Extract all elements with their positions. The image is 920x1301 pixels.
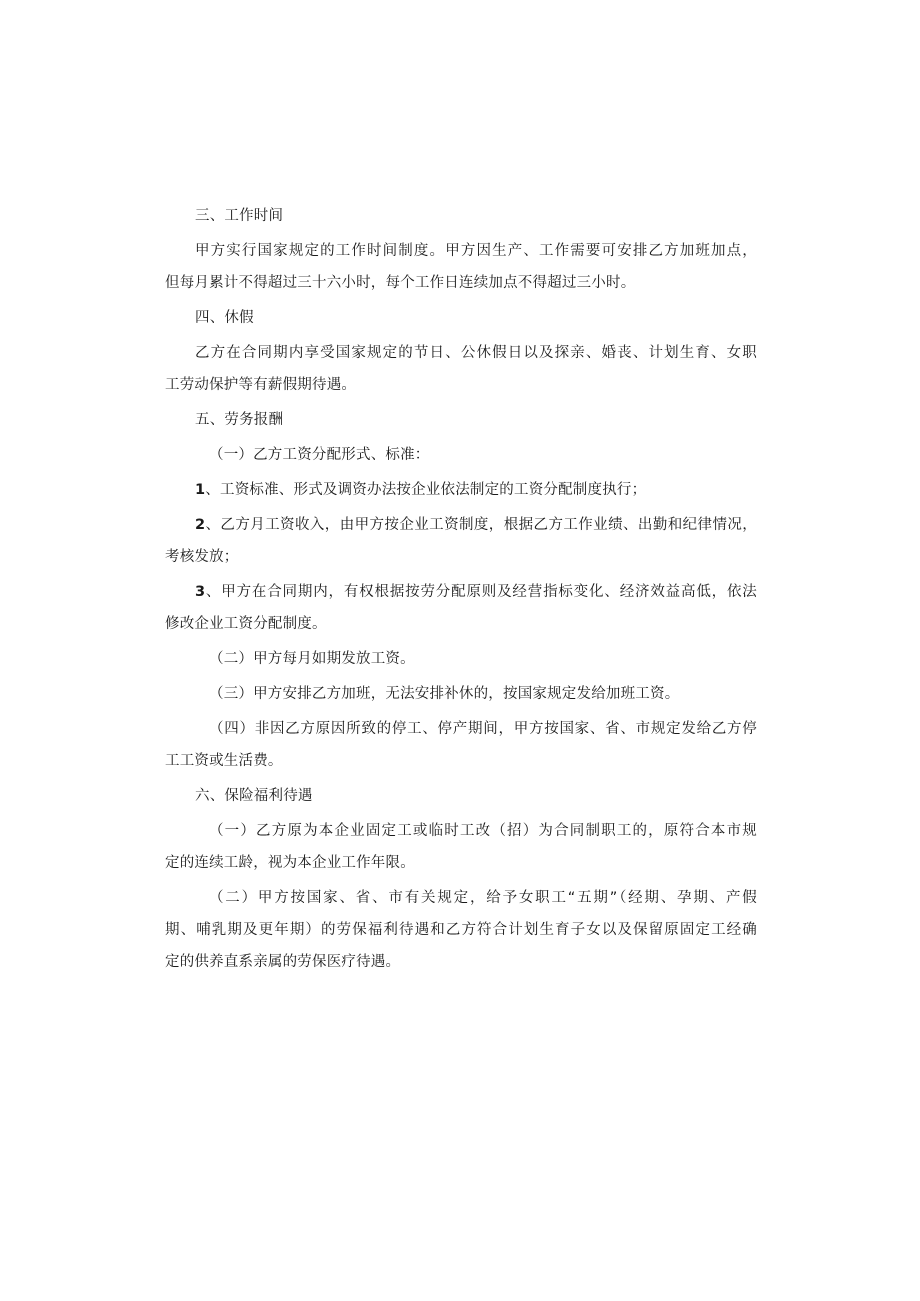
section-heading: 六、保险福利待遇 — [195, 788, 313, 804]
contract-body — [165, 200, 757, 981]
item-text: 、工资标准、形式及调资办法按企业依法制定的工资分配制度执行； — [205, 482, 647, 498]
section-remuneration — [165, 404, 757, 436]
sub-clause-line: （四）非因乙方原因所致的停工、停产期间，甲方按国家、省、市规定发给乙方停 — [209, 721, 757, 737]
section-insurance-benefits — [165, 780, 757, 812]
paragraph-line: 但每月累计不得超过三十六小时，每个工作日连续加点不得超过三小时。 — [165, 275, 636, 291]
sub-clause-line: （二）甲方按国家、省、市有关规定，给予女职工“五期”（经期、孕期、产假 — [209, 890, 757, 906]
sub-clause-line: 期、哺乳期及更年期）的劳保福利待遇和乙方符合计划生育子女以及保留原固定工经确 — [165, 922, 757, 938]
paragraph-line: 工劳动保护等有薪假期待遇。 — [165, 377, 357, 393]
sub-clause-line: （一）乙方原为本企业固定工或临时工改（招）为合同制职工的，原符合本市规 — [209, 823, 757, 839]
section-work-hours — [165, 200, 757, 232]
paragraph — [165, 235, 757, 299]
item-number: 3 — [195, 584, 206, 600]
paragraph — [165, 337, 757, 401]
sub-clause — [165, 713, 757, 777]
section-heading: 三、工作时间 — [195, 208, 284, 224]
sub-clause-line: （三）甲方安排乙方加班，无法安排补休的，按国家规定发给加班工资。 — [209, 686, 680, 702]
item-text: 、乙方月工资收入，由甲方按企业工资制度，根据乙方工作业绩、出勤和纪律情况， — [205, 517, 757, 533]
sub-clause — [165, 439, 757, 471]
item-text: 、甲方在合同期内，有权根据按劳分配原则及经营指标变化、经济效益高低，依法 — [205, 584, 757, 600]
sub-clause-line: （二）甲方每月如期发放工资。 — [209, 651, 415, 667]
item-number: 2 — [195, 517, 206, 533]
sub-clause — [165, 882, 757, 978]
section-leave — [165, 302, 757, 334]
sub-clause-line: 定的连续工龄，视为本企业工作年限。 — [165, 855, 415, 871]
sub-clause-line: 定的供养直系亲属的劳保医疗待遇。 — [165, 954, 401, 970]
item-text-continued: 修改企业工资分配制度。 — [165, 616, 327, 632]
paragraph-line: 乙方在合同期内享受国家规定的节日、公休假日以及探亲、婚丧、计划生育、女职 — [195, 345, 757, 361]
numbered-item — [165, 509, 757, 573]
numbered-item — [165, 474, 757, 506]
item-text-continued: 考核发放； — [165, 549, 239, 565]
section-heading: 五、劳务报酬 — [195, 412, 284, 428]
sub-clause — [165, 815, 757, 879]
numbered-item — [165, 576, 757, 640]
paragraph-line: 甲方实行国家规定的工作时间制度。甲方因生产、工作需要可安排乙方加班加点， — [195, 243, 757, 259]
section-heading: 四、休假 — [195, 310, 254, 326]
sub-clause — [165, 678, 757, 710]
sub-clause-line: （一）乙方工资分配形式、标准： — [209, 447, 430, 463]
sub-clause — [165, 643, 757, 675]
sub-clause-line: 工工资或生活费。 — [165, 753, 283, 769]
item-number: 1 — [195, 482, 206, 498]
